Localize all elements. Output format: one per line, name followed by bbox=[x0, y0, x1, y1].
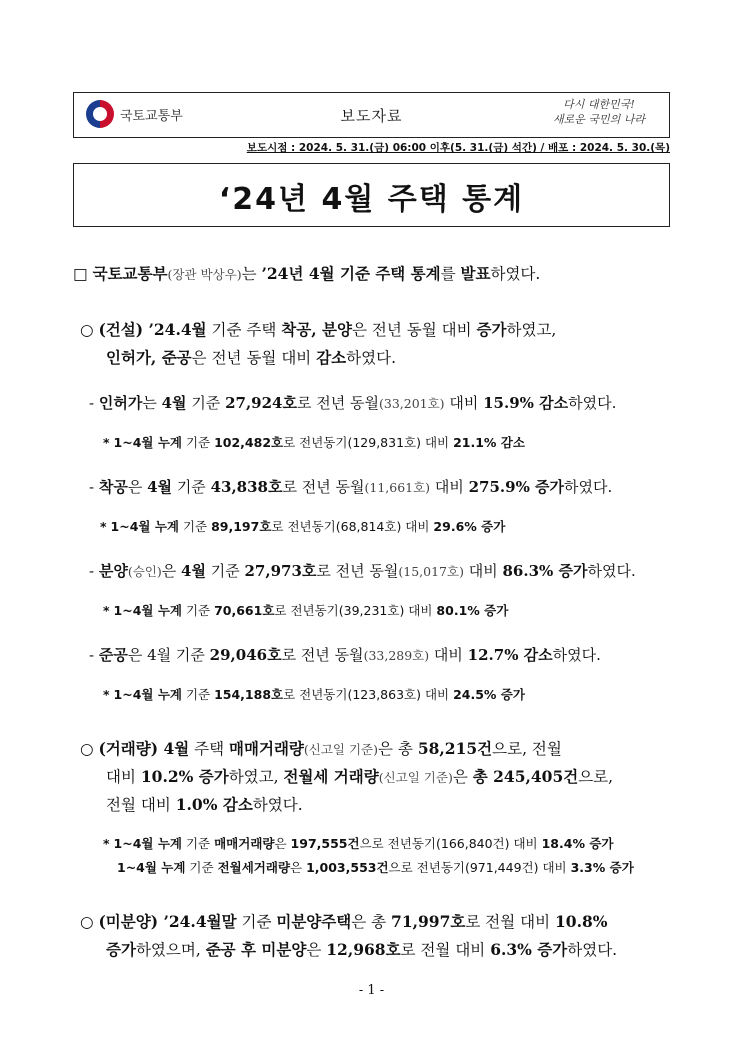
text: 은 총 bbox=[351, 913, 392, 931]
text: 은 bbox=[161, 562, 182, 580]
text: 기준 주택 bbox=[206, 321, 282, 339]
cumulative-label: 1~4월 누계 bbox=[113, 603, 182, 618]
increase-keyword: 증가 bbox=[476, 320, 507, 339]
rent-change: 1.0% 감소 bbox=[175, 795, 253, 814]
text: 은 bbox=[452, 768, 473, 786]
unsold-change: 10.8% bbox=[555, 912, 608, 931]
text: 은 4월 기준 bbox=[127, 646, 210, 664]
dash-bullet: - bbox=[89, 394, 95, 412]
text: 는 bbox=[142, 394, 162, 412]
cumulative-change: 18.4% 증가 bbox=[541, 836, 614, 851]
dash-bullet: - bbox=[89, 562, 95, 580]
asterisk: * bbox=[103, 603, 110, 618]
month: 4월 bbox=[147, 478, 173, 496]
permit-line bbox=[89, 392, 616, 413]
reporting-basis: (신고일 기준) bbox=[303, 742, 379, 757]
permit-note bbox=[103, 433, 525, 451]
cumulative-label: 1~4월 누계 bbox=[110, 519, 179, 534]
asterisk: * bbox=[103, 687, 110, 702]
cumulative-value: 197,555건 bbox=[290, 836, 360, 851]
start-prev: (11,661호) bbox=[364, 480, 431, 495]
text: 기준 bbox=[172, 478, 211, 496]
cumulative-change: 21.1% 감소 bbox=[453, 435, 525, 450]
cumulative-change: 24.5% 증가 bbox=[453, 687, 525, 702]
permit-keyword: 인허가 bbox=[98, 394, 143, 412]
text: 은 전년 동월 대비 bbox=[351, 321, 477, 339]
text: 하였다. bbox=[252, 796, 303, 814]
circle-bullet: ○ bbox=[80, 913, 94, 931]
approval-note: (승인) bbox=[127, 564, 162, 579]
text: 로 전년 동월 bbox=[296, 394, 379, 412]
asterisk: * bbox=[100, 519, 107, 534]
text: 하였다. bbox=[552, 646, 601, 664]
text: 전월 대비 bbox=[106, 796, 176, 814]
increase-keyword: 증가 bbox=[106, 940, 136, 959]
intro-text: 를 bbox=[440, 265, 461, 283]
presale-line bbox=[89, 560, 636, 581]
text: 로 전년동기(68,814호) 대비 bbox=[271, 519, 434, 534]
circle-bullet: ○ bbox=[80, 321, 94, 339]
text: 로 전년동기(39,231호) 대비 bbox=[274, 603, 437, 618]
unsold-line-1 bbox=[80, 910, 607, 932]
cumulative-change: 3.3% 증가 bbox=[570, 860, 634, 875]
completion-prev: (33,289호) bbox=[363, 648, 430, 663]
construction-line-2 bbox=[106, 346, 396, 368]
press-release-label: 보도자료 bbox=[340, 107, 403, 125]
text: 하였다. bbox=[587, 562, 636, 580]
cumulative-change: 80.1% 증가 bbox=[436, 603, 509, 618]
dash-bullet: - bbox=[89, 646, 95, 664]
permit-value: 27,924호 bbox=[225, 394, 297, 412]
slogan-line-2: 새로운 국민의 나라 bbox=[552, 113, 645, 126]
intro-ministry: 국토교통부 bbox=[92, 264, 168, 283]
intro-text: 하였다. bbox=[490, 265, 541, 283]
presale-prev: (15,017호) bbox=[398, 564, 464, 579]
text: 기준 bbox=[205, 562, 245, 580]
cumulative-label: 1~4월 누계 bbox=[117, 860, 186, 875]
press-header bbox=[73, 92, 670, 138]
month: 4월 bbox=[161, 394, 187, 412]
reporting-basis: (신고일 기준) bbox=[378, 770, 453, 785]
intro-text: 는 bbox=[241, 265, 262, 283]
dash-bullet: - bbox=[89, 478, 95, 496]
post-completion-unsold-keyword: 준공 후 미분양 bbox=[205, 940, 307, 959]
text: 은 bbox=[127, 478, 148, 496]
cumulative-value: 70,661호 bbox=[214, 603, 275, 618]
transaction-line-1 bbox=[80, 737, 562, 759]
unsold-heading: (미분양) ’24.4월말 bbox=[98, 912, 237, 931]
transaction-line-2 bbox=[106, 765, 613, 787]
cumulative-value: 89,197호 bbox=[211, 519, 272, 534]
text: 기준 bbox=[181, 836, 215, 851]
text: 로 전년동기(129,831호) 대비 bbox=[283, 435, 454, 450]
text: 하였고, bbox=[228, 768, 284, 786]
transaction-line-3 bbox=[106, 793, 303, 815]
transaction-note-2 bbox=[117, 858, 634, 876]
text: 로 전년 동월 bbox=[316, 562, 399, 580]
permit-prev: (33,201호) bbox=[378, 396, 445, 411]
square-bullet: □ bbox=[73, 265, 88, 283]
month: 4월 bbox=[181, 562, 206, 580]
sales-volume-keyword: 매매거래량 bbox=[214, 836, 275, 851]
text: 으로 전년동기(166,840건) 대비 bbox=[359, 836, 542, 851]
text: 은 bbox=[306, 941, 327, 959]
text: 로 전년동기(123,863호) 대비 bbox=[283, 687, 454, 702]
title-box bbox=[73, 163, 670, 227]
asterisk: * bbox=[103, 435, 110, 450]
page-number: - 1 - bbox=[358, 983, 385, 998]
text: 대비 bbox=[430, 478, 469, 496]
rent-volume-value: 총 245,405건 bbox=[472, 767, 579, 786]
cumulative-label: 1~4월 누계 bbox=[113, 836, 182, 851]
presale-value: 27,973호 bbox=[244, 562, 317, 580]
text: 기준 bbox=[236, 913, 277, 931]
transaction-heading: (거래량) 4월 bbox=[98, 739, 190, 758]
text: 기준 bbox=[181, 435, 215, 450]
intro-line bbox=[73, 262, 540, 284]
text: 으로, bbox=[578, 768, 614, 786]
sales-change: 10.2% 증가 bbox=[140, 767, 229, 786]
completion-line bbox=[89, 644, 601, 665]
ministry-name: 국토교통부 bbox=[120, 108, 183, 124]
construction-line-1 bbox=[80, 318, 556, 340]
text: 은 전년 동월 대비 bbox=[191, 349, 317, 367]
text: 로 전월 대비 bbox=[400, 941, 491, 959]
start-change: 275.9% 증가 bbox=[468, 478, 565, 496]
text: 로 전월 대비 bbox=[465, 913, 555, 931]
text: 기준 bbox=[181, 603, 215, 618]
cumulative-change: 29.6% 증가 bbox=[433, 519, 506, 534]
cumulative-label: 1~4월 누계 bbox=[113, 435, 182, 450]
rent-volume-keyword: 전월세 거래량 bbox=[283, 767, 379, 786]
slogan bbox=[539, 97, 659, 127]
sales-volume-value: 58,215건 bbox=[417, 739, 493, 758]
cumulative-value: 102,482호 bbox=[214, 435, 284, 450]
text: 하였다. bbox=[564, 478, 613, 496]
text: 대비 bbox=[106, 768, 141, 786]
start-value: 43,838호 bbox=[210, 478, 283, 496]
text: 은 bbox=[290, 860, 307, 875]
sales-volume-keyword: 매매거래량 bbox=[229, 739, 304, 758]
intro-subject: ’24년 4월 기준 주택 통계 bbox=[261, 264, 441, 283]
asterisk: * bbox=[103, 836, 110, 851]
completion-value: 29,046호 bbox=[209, 646, 282, 664]
text: 로 전년 동월 bbox=[282, 478, 365, 496]
text: 기준 bbox=[186, 394, 226, 412]
presale-keyword: 분양 bbox=[98, 562, 128, 580]
text: 기준 bbox=[178, 519, 212, 534]
post-completion-value: 12,968호 bbox=[326, 940, 401, 959]
text: 하였고, bbox=[506, 321, 557, 339]
post-completion-change: 6.3% 증가 bbox=[490, 940, 568, 959]
unsold-value: 71,997호 bbox=[391, 912, 466, 931]
text: 대비 bbox=[444, 394, 484, 412]
slogan-line-1: 다시 대한민국! bbox=[563, 98, 635, 111]
text: 주택 bbox=[189, 740, 230, 758]
unsold-keyword: 미분양주택 bbox=[276, 912, 352, 931]
text: 은 bbox=[274, 836, 291, 851]
permit-completion-keyword: 인허가, 준공 bbox=[106, 348, 192, 367]
text: 하였다. bbox=[567, 941, 618, 959]
text: 로 전년 동월 bbox=[281, 646, 364, 664]
text: 대비 bbox=[429, 646, 468, 664]
start-keyword: 착공 bbox=[98, 478, 128, 496]
completion-keyword: 준공 bbox=[98, 646, 128, 664]
cumulative-label: 1~4월 누계 bbox=[113, 687, 182, 702]
intro-announce: 발표 bbox=[460, 264, 491, 283]
intro-minister: (장관 박상우) bbox=[167, 267, 242, 282]
start-line bbox=[89, 476, 612, 497]
release-info: 보도시점 : 2024. 5. 31.(금) 06:00 이후(5. 31.(금) 석간) / 배포 : 2024. 5. 30.(목) bbox=[246, 142, 670, 154]
completion-change: 12.7% 감소 bbox=[467, 646, 553, 664]
text: 하였다. bbox=[346, 349, 397, 367]
rent-volume-keyword: 전월세거래량 bbox=[217, 860, 291, 875]
text: 기준 bbox=[181, 687, 215, 702]
start-note bbox=[100, 517, 505, 535]
presale-note bbox=[103, 601, 508, 619]
presale-change: 86.3% 증가 bbox=[502, 562, 588, 580]
text: 하였다. bbox=[568, 394, 617, 412]
circle-bullet: ○ bbox=[80, 740, 94, 758]
text: 기준 bbox=[185, 860, 218, 875]
text: 은 총 bbox=[378, 740, 418, 758]
cumulative-value: 154,188호 bbox=[214, 687, 284, 702]
text: 으로 전년동기(971,449건) 대비 bbox=[388, 860, 571, 875]
page-title: ‘24년 4월 주택 통계 bbox=[218, 182, 525, 217]
unsold-line-2 bbox=[106, 938, 617, 960]
completion-note bbox=[103, 685, 525, 703]
construction-heading: (건설) ’24.4월 bbox=[98, 320, 207, 339]
start-presale-keyword: 착공, 분양 bbox=[281, 320, 352, 339]
text: 으로, 전월 bbox=[492, 740, 562, 758]
transaction-note-1 bbox=[103, 834, 613, 852]
decrease-keyword: 감소 bbox=[316, 348, 347, 367]
cumulative-value: 1,003,553건 bbox=[306, 860, 389, 875]
text: 하였으며, bbox=[135, 941, 206, 959]
text: 대비 bbox=[463, 562, 503, 580]
permit-change: 15.9% 감소 bbox=[483, 394, 569, 412]
